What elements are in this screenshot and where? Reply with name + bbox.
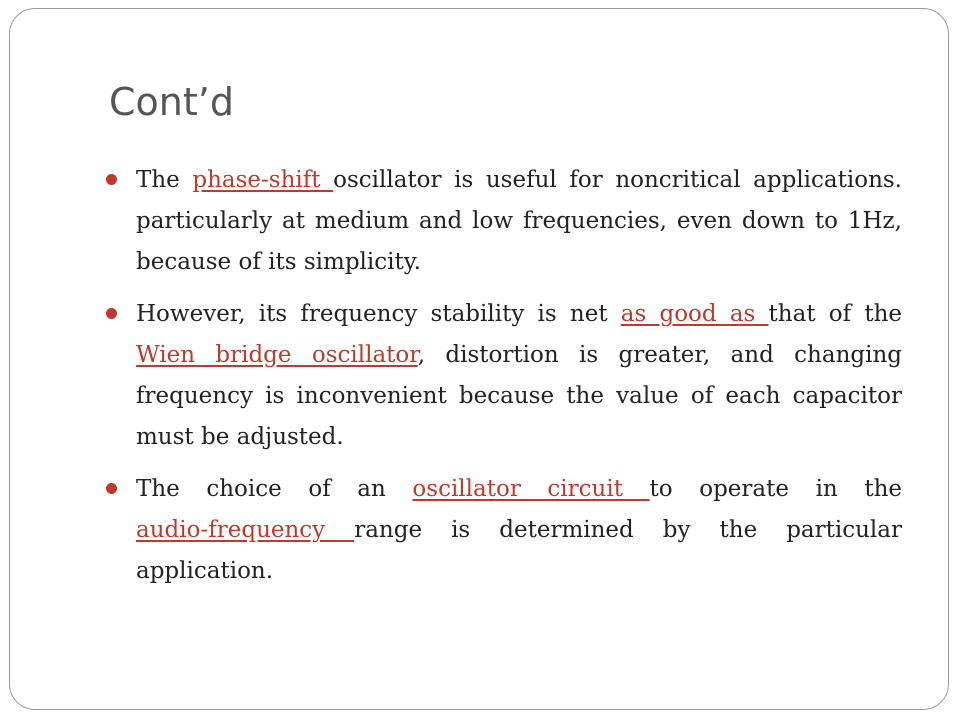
bullet-list [136, 160, 902, 603]
as-good-as-link[interactable]: as good as [620, 301, 769, 327]
audio-frequency-link[interactable]: audio-frequency [136, 517, 355, 543]
bullet-text: range is determined by the particular application. [136, 517, 902, 584]
bullet-item [136, 469, 902, 592]
wien-bridge-oscillator-link[interactable]: Wien bridge oscillator [136, 342, 418, 368]
bullet-text: The [136, 167, 193, 193]
bullet-item [136, 160, 902, 283]
bullet-text: , distortion is greater, and changing frequency is inconvenient because the value of each capacitor must be adjusted. [136, 342, 903, 450]
bullet-icon [106, 174, 117, 185]
bullet-text: However, its frequency stability is net [136, 301, 621, 327]
oscillator-circuit-link[interactable]: oscillator circuit [412, 476, 650, 502]
bullet-text: The choice of an [136, 476, 413, 502]
bullet-text: that of the [768, 301, 902, 327]
bullet-icon [106, 483, 117, 494]
bullet-icon [106, 308, 117, 319]
slide-title: Cont’d [109, 80, 234, 124]
bullet-text: to operate in the [649, 476, 902, 502]
bullet-item [136, 294, 902, 458]
bullet-text: oscillator is useful for noncritical applications. particularly at medium and low frequencies, even down to 1Hz, because of its simplicity. [136, 167, 902, 275]
phase-shift-link[interactable]: phase-shift [192, 167, 334, 193]
